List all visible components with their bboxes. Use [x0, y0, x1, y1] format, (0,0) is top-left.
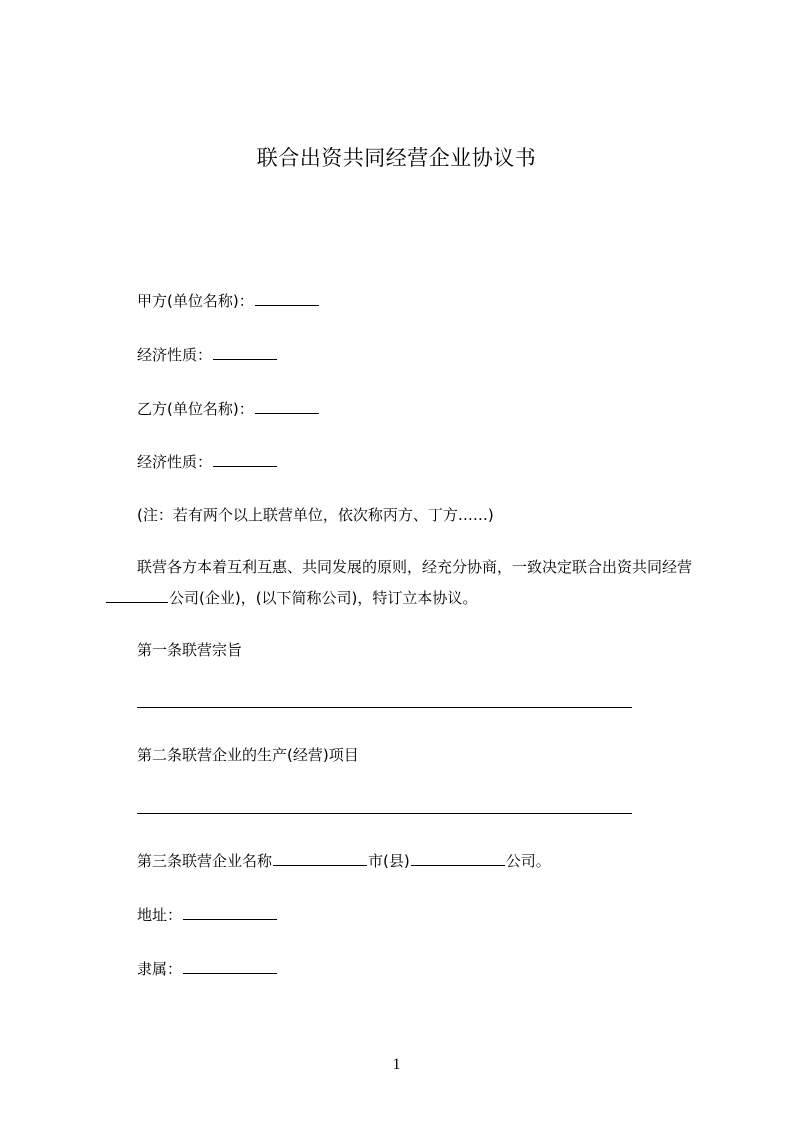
party-a-nature-line — [137, 345, 278, 365]
party-a-label: 甲方(单位名称)： — [137, 292, 254, 310]
page-number: 1 — [392, 1056, 401, 1073]
intro-text-2: 公司(企业)，(以下简称公司)，特订立本协议。 — [169, 589, 478, 607]
party-a-nature-label: 经济性质： — [137, 346, 213, 364]
article3-line — [137, 851, 551, 871]
address-line — [137, 905, 278, 925]
party-a-line — [137, 291, 320, 311]
article2-answer-line[interactable] — [137, 813, 632, 814]
party-b-nature-line — [137, 452, 278, 472]
party-a-blank[interactable] — [255, 291, 319, 306]
intro-paragraph — [105, 552, 705, 614]
note-line — [137, 505, 494, 525]
article1-answer-line[interactable] — [137, 707, 632, 708]
address-blank[interactable] — [183, 905, 277, 920]
document-title: 联合出资共同经营企业协议书 — [256, 146, 537, 170]
address-label: 地址： — [137, 906, 183, 924]
article3-mid: 市(县) — [368, 852, 410, 870]
article2-heading: 第二条联营企业的生产(经营)项目 — [137, 746, 359, 764]
party-b-label: 乙方(单位名称)： — [137, 400, 254, 418]
article1-heading: 第一条联营宗旨 — [137, 641, 243, 659]
city-blank[interactable] — [273, 851, 367, 866]
article3-suffix: 公司。 — [505, 852, 551, 870]
party-b-nature-label: 经济性质： — [137, 453, 213, 471]
article3-prefix: 第三条联营企业名称 — [137, 852, 273, 870]
article2-line — [137, 745, 359, 765]
company-blank[interactable] — [411, 851, 505, 866]
party-a-nature-blank[interactable] — [213, 345, 277, 360]
affiliation-line — [137, 959, 278, 979]
party-b-line — [137, 399, 320, 419]
intro-text-1: 联营各方本着互利互惠、共同发展的原则，经充分协商，一致决定联合出资共同经营 — [137, 558, 693, 576]
party-b-blank[interactable] — [255, 399, 319, 414]
party-b-nature-blank[interactable] — [213, 452, 277, 467]
article1-line — [137, 640, 242, 660]
affiliation-label: 隶属： — [137, 960, 183, 978]
affiliation-blank[interactable] — [183, 959, 277, 974]
note-text: (注：若有两个以上联营单位，依次称丙方、丁方……) — [137, 506, 494, 524]
company-name-blank[interactable] — [106, 588, 168, 603]
